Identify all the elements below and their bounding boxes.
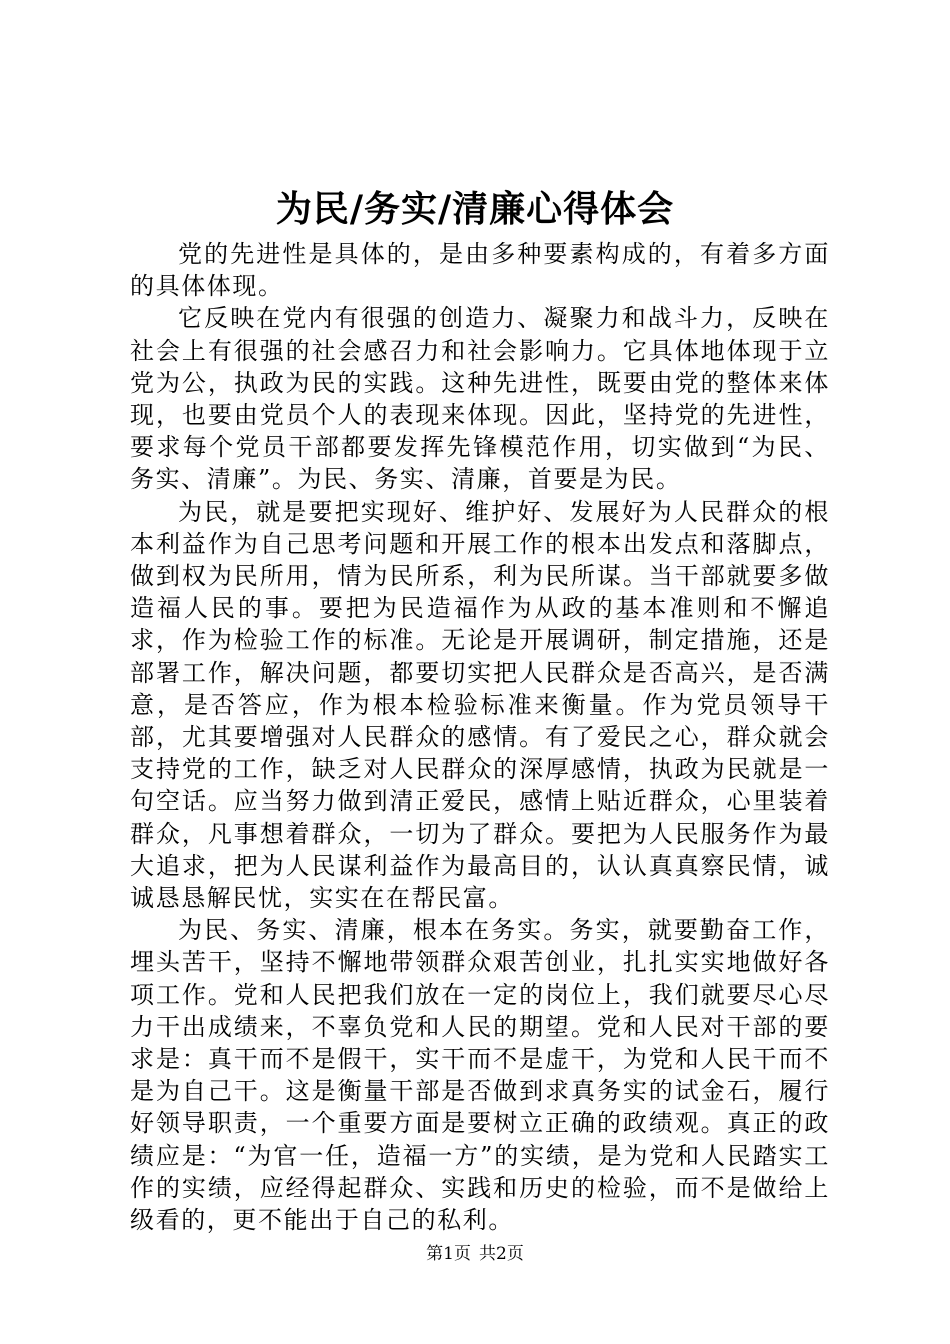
paragraph-2: 它反映在党内有很强的创造力、凝聚力和战斗力，反映在社会上有很强的社会感召力和社会影响力。它具体地体现于立党为公，执政为民的实践。这种先进性，既要由党的整体来体现，也要由党员个人的表现来体现。因此，坚持党的先进性，要求每个党员干部都要发挥先锋模范作用，切实做到“为民、务实、清廉”。为民、务实、清廉，首要是为民。 [130, 304, 830, 494]
page-number-total: 共2页 [479, 1244, 524, 1264]
paragraph-4: 为民、务实、清廉，根本在务实。务实，就要勤奋工作，埋头苦干，坚持不懈地带领群众艰苦创业，扎扎实实地做好各项工作。党和人民把我们放在一定的岗位上，我们就要尽心尽力干出成绩来，不辜负党和人民的期望。党和人民对干部的要求是：真干而不是假干，实干而不是虚干，为党和人民干而不是为自己干。这是衡量干部是否做到求真务实的试金石，履行好领导职责，一个重要方面是要树立正确的政绩观。真正的政绩应是：“为官一任，造福一方”的实绩，是为党和人民踏实工作的实绩，应经得起群众、实践和历史的检验，而不是做给上级看的，更不能出于自己的私利。 [130, 916, 830, 1235]
paragraph-1: 党的先进性是具体的，是由多种要素构成的，有着多方面的具体体现。 [130, 240, 830, 301]
page-number-current: 第1页 [426, 1244, 471, 1264]
document-body [130, 238, 830, 1236]
document-title: 为民/务实/清廉心得体会 [275, 188, 675, 230]
paragraph-3: 为民，就是要把实现好、维护好、发展好为人民群众的根本利益作为自己思考问题和开展工作的根本出发点和落脚点，做到权为民所用，情为民所系，利为民所谋。当干部就要多做造福人民的事。要把为民造福作为从政的基本准则和不懈追求，作为检验工作的标准。无论是开展调研，制定措施，还是部署工作，解决问题，都要切实把人民群众是否高兴，是否满意，是否答应，作为根本检验标准来衡量。作为党员领导干部，尤其要增强对人民群众的感情。有了爱民之心，群众就会支持党的工作，缺乏对人民群众的深厚感情，执政为民就是一句空话。应当努力做到清正爱民，感情上贴近群众，心里装着群众，凡事想着群众，一切为了群众。要把为人民服务作为最大追求，把为人民谋利益作为最高目的，认认真真察民情，诚诚恳恳解民忧，实实在在帮民富。 [130, 497, 830, 913]
page-footer [0, 1242, 950, 1266]
